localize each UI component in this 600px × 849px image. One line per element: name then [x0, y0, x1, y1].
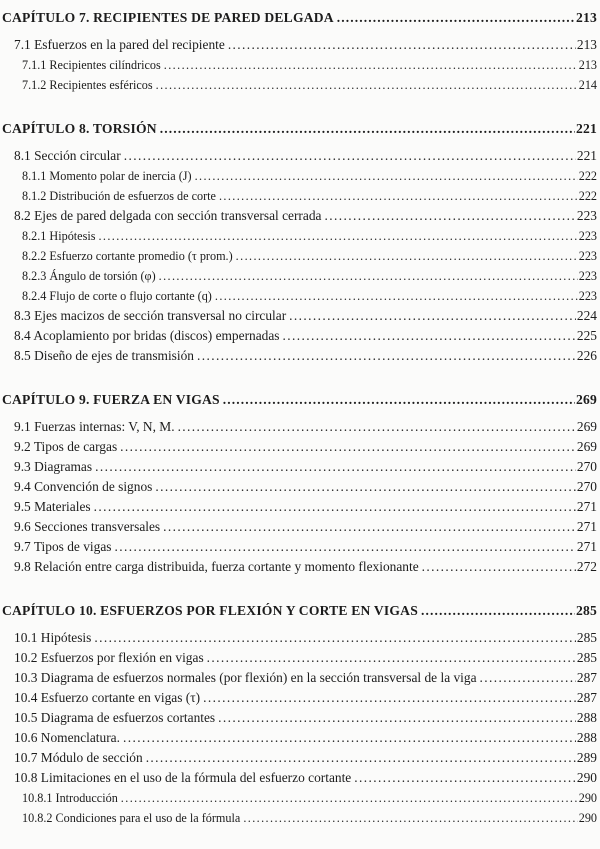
entry-page-number: 285 [576, 650, 597, 665]
entry-page-number: 223 [576, 208, 597, 223]
chapter-title: CAPÍTULO 8. TORSIÓN [2, 121, 157, 136]
entry-title: 8.3 Ejes macizos de sección transversal no circular [14, 308, 287, 323]
toc-entry-row [2, 517, 597, 537]
entry-page-number: 221 [576, 148, 597, 163]
toc-entry-row [2, 35, 597, 55]
entry-title: 7.1.2 Recipientes esféricos [22, 78, 153, 92]
toc-entry-row [2, 668, 597, 688]
dot-leader [228, 35, 576, 55]
entry-title: 8.1.2 Distribución de esfuerzos de corte [22, 189, 216, 203]
dot-leader [163, 517, 576, 537]
toc-entry-row [2, 808, 597, 828]
dot-leader [218, 708, 576, 728]
entry-title: 9.1 Fuerzas internas: V, N, M. [14, 419, 175, 434]
entry-title: 9.4 Convención de signos [14, 479, 153, 494]
entry-page-number: 223 [578, 269, 597, 283]
entry-title: 10.8.1 Introducción [22, 791, 118, 805]
entry-page-number: 222 [578, 189, 597, 203]
dot-leader [197, 346, 576, 366]
toc-entry-row [2, 306, 597, 326]
toc-entry-row [2, 75, 597, 95]
toc-entry-row [2, 708, 597, 728]
entry-title: 8.2 Ejes de pared delgada con sección transversal cerrada [14, 208, 322, 223]
entry-title: 10.8.2 Condiciones para el uso de la fórmula [22, 811, 241, 825]
entry-page-number: 287 [576, 690, 597, 705]
chapter-page-number: 269 [576, 392, 597, 407]
entry-title: 8.1.1 Momento polar de inercia (J) [22, 169, 192, 183]
dot-leader [480, 668, 576, 688]
chapter-title: CAPÍTULO 9. FUERZA EN VIGAS [2, 392, 220, 407]
entry-title: 9.2 Tipos de cargas [14, 439, 118, 454]
entry-title: 8.2.3 Ángulo de torsión (φ) [22, 269, 156, 283]
entry-title: 10.4 Esfuerzo cortante en vigas (τ) [14, 690, 201, 705]
entry-title: 9.8 Relación entre carga distribuida, fuerza cortante y momento flexionante [14, 559, 419, 574]
dot-leader [155, 477, 576, 497]
entry-title: 10.6 Nomenclatura. [14, 730, 120, 745]
entry-title: 8.4 Acoplamiento por bridas (discos) empernadas [14, 328, 280, 343]
toc-entry-row [2, 748, 597, 768]
entry-page-number: 224 [576, 308, 597, 323]
toc-entry-row [2, 688, 597, 708]
dot-leader [160, 119, 575, 139]
toc-entry-row [2, 55, 597, 75]
toc-entry-row [2, 537, 597, 557]
entry-page-number: 222 [578, 169, 597, 183]
entry-page-number: 269 [576, 419, 597, 434]
toc-entry-row [2, 266, 597, 286]
dot-leader [120, 437, 576, 457]
entry-page-number: 272 [576, 559, 597, 574]
entry-page-number: 223 [578, 289, 597, 303]
entry-page-number: 269 [576, 439, 597, 454]
dot-leader [95, 457, 576, 477]
dot-leader [223, 390, 575, 410]
dot-leader [219, 186, 578, 206]
dot-leader [156, 75, 578, 95]
dot-leader [421, 601, 575, 621]
dot-leader [236, 246, 578, 266]
dot-leader [123, 728, 576, 748]
entry-page-number: 288 [576, 730, 597, 745]
dot-leader [94, 628, 576, 648]
toc-entry-row [2, 477, 597, 497]
toc-entry-row [2, 648, 597, 668]
entry-title: 8.1 Sección circular [14, 148, 121, 163]
toc-entry-row [2, 246, 597, 266]
dot-leader [114, 537, 575, 557]
toc-entry-row [2, 557, 597, 577]
toc-entry-row [2, 768, 597, 788]
chapter-title: CAPÍTULO 7. RECIPIENTES DE PARED DELGADA [2, 10, 334, 25]
dot-leader [207, 648, 576, 668]
entry-page-number: 225 [576, 328, 597, 343]
entry-page-number: 289 [576, 750, 597, 765]
toc-entry-row [2, 497, 597, 517]
entry-title: 10.2 Esfuerzos por flexión en vigas [14, 650, 204, 665]
entry-title: 10.3 Diagrama de esfuerzos normales (por flexión) en la sección transversal de la viga [14, 670, 477, 685]
entry-title: 8.2.1 Hipótesis [22, 229, 96, 243]
toc-entry-row [2, 326, 597, 346]
entry-title: 8.2.4 Flujo de corte o flujo cortante (q) [22, 289, 212, 303]
entry-page-number: 290 [576, 770, 597, 785]
entry-title: 10.5 Diagrama de esfuerzos cortantes [14, 710, 216, 725]
dot-leader [178, 417, 576, 437]
toc-entry-row [2, 417, 597, 437]
entry-page-number: 213 [576, 37, 597, 52]
dot-leader [243, 808, 577, 828]
entry-page-number: 271 [576, 519, 597, 534]
dot-leader [215, 286, 578, 306]
toc-entry-row [2, 728, 597, 748]
chapter-page-number: 285 [576, 603, 597, 618]
entry-page-number: 290 [578, 791, 597, 805]
dot-leader [121, 788, 578, 808]
chapter-page-number: 213 [576, 10, 597, 25]
chapter-page-number: 221 [576, 121, 597, 136]
chapter-row [2, 119, 597, 139]
toc-entry-row [2, 346, 597, 366]
toc-entry-row [2, 186, 597, 206]
toc-entry-row [2, 437, 597, 457]
entry-title: 7.1.1 Recipientes cilíndricos [22, 58, 161, 72]
entry-page-number: 285 [576, 630, 597, 645]
entry-title: 8.5 Diseño de ejes de transmisión [14, 348, 194, 363]
dot-leader [324, 206, 575, 226]
dot-leader [422, 557, 576, 577]
chapter-title: CAPÍTULO 10. ESFUERZOS POR FLEXIÓN Y CORTE EN VIGAS [2, 603, 418, 618]
entry-title: 9.7 Tipos de vigas [14, 539, 112, 554]
entry-page-number: 288 [576, 710, 597, 725]
entry-page-number: 270 [576, 479, 597, 494]
toc-entry-row [2, 286, 597, 306]
dot-leader [354, 768, 576, 788]
dot-leader [283, 326, 576, 346]
dot-leader [203, 688, 576, 708]
entry-page-number: 271 [576, 539, 597, 554]
toc-entry-row [2, 226, 597, 246]
toc-entry-row [2, 457, 597, 477]
dot-leader [98, 226, 577, 246]
entry-page-number: 214 [578, 78, 597, 92]
dot-leader [124, 146, 576, 166]
dot-leader [289, 306, 576, 326]
entry-page-number: 223 [578, 229, 597, 243]
entry-title: 7.1 Esfuerzos en la pared del recipiente [14, 37, 225, 52]
entry-title: 10.7 Módulo de sección [14, 750, 143, 765]
toc-entry-row [2, 166, 597, 186]
entry-page-number: 290 [578, 811, 597, 825]
dot-leader [159, 266, 578, 286]
toc-entry-row [2, 628, 597, 648]
entry-title: 9.3 Diagramas [14, 459, 93, 474]
dot-leader [337, 8, 575, 28]
entry-page-number: 223 [578, 249, 597, 263]
entry-title: 9.6 Secciones transversales [14, 519, 161, 534]
entry-page-number: 287 [576, 670, 597, 685]
entry-title: 10.1 Hipótesis [14, 630, 92, 645]
entry-page-number: 271 [576, 499, 597, 514]
toc-entry-row [2, 146, 597, 166]
dot-leader [146, 748, 576, 768]
entry-title: 8.2.2 Esfuerzo cortante promedio (τ prom.) [22, 249, 233, 263]
entry-page-number: 226 [576, 348, 597, 363]
chapter-row [2, 8, 597, 28]
dot-leader [94, 497, 576, 517]
dot-leader [164, 55, 578, 75]
dot-leader [195, 166, 578, 186]
chapter-row [2, 601, 597, 621]
entry-page-number: 213 [578, 58, 597, 72]
toc-entry-row [2, 788, 597, 808]
entry-title: 9.5 Materiales [14, 499, 91, 514]
entry-title: 10.8 Limitaciones en el uso de la fórmula del esfuerzo cortante [14, 770, 352, 785]
entry-page-number: 270 [576, 459, 597, 474]
chapter-row [2, 390, 597, 410]
toc-entry-row [2, 206, 597, 226]
